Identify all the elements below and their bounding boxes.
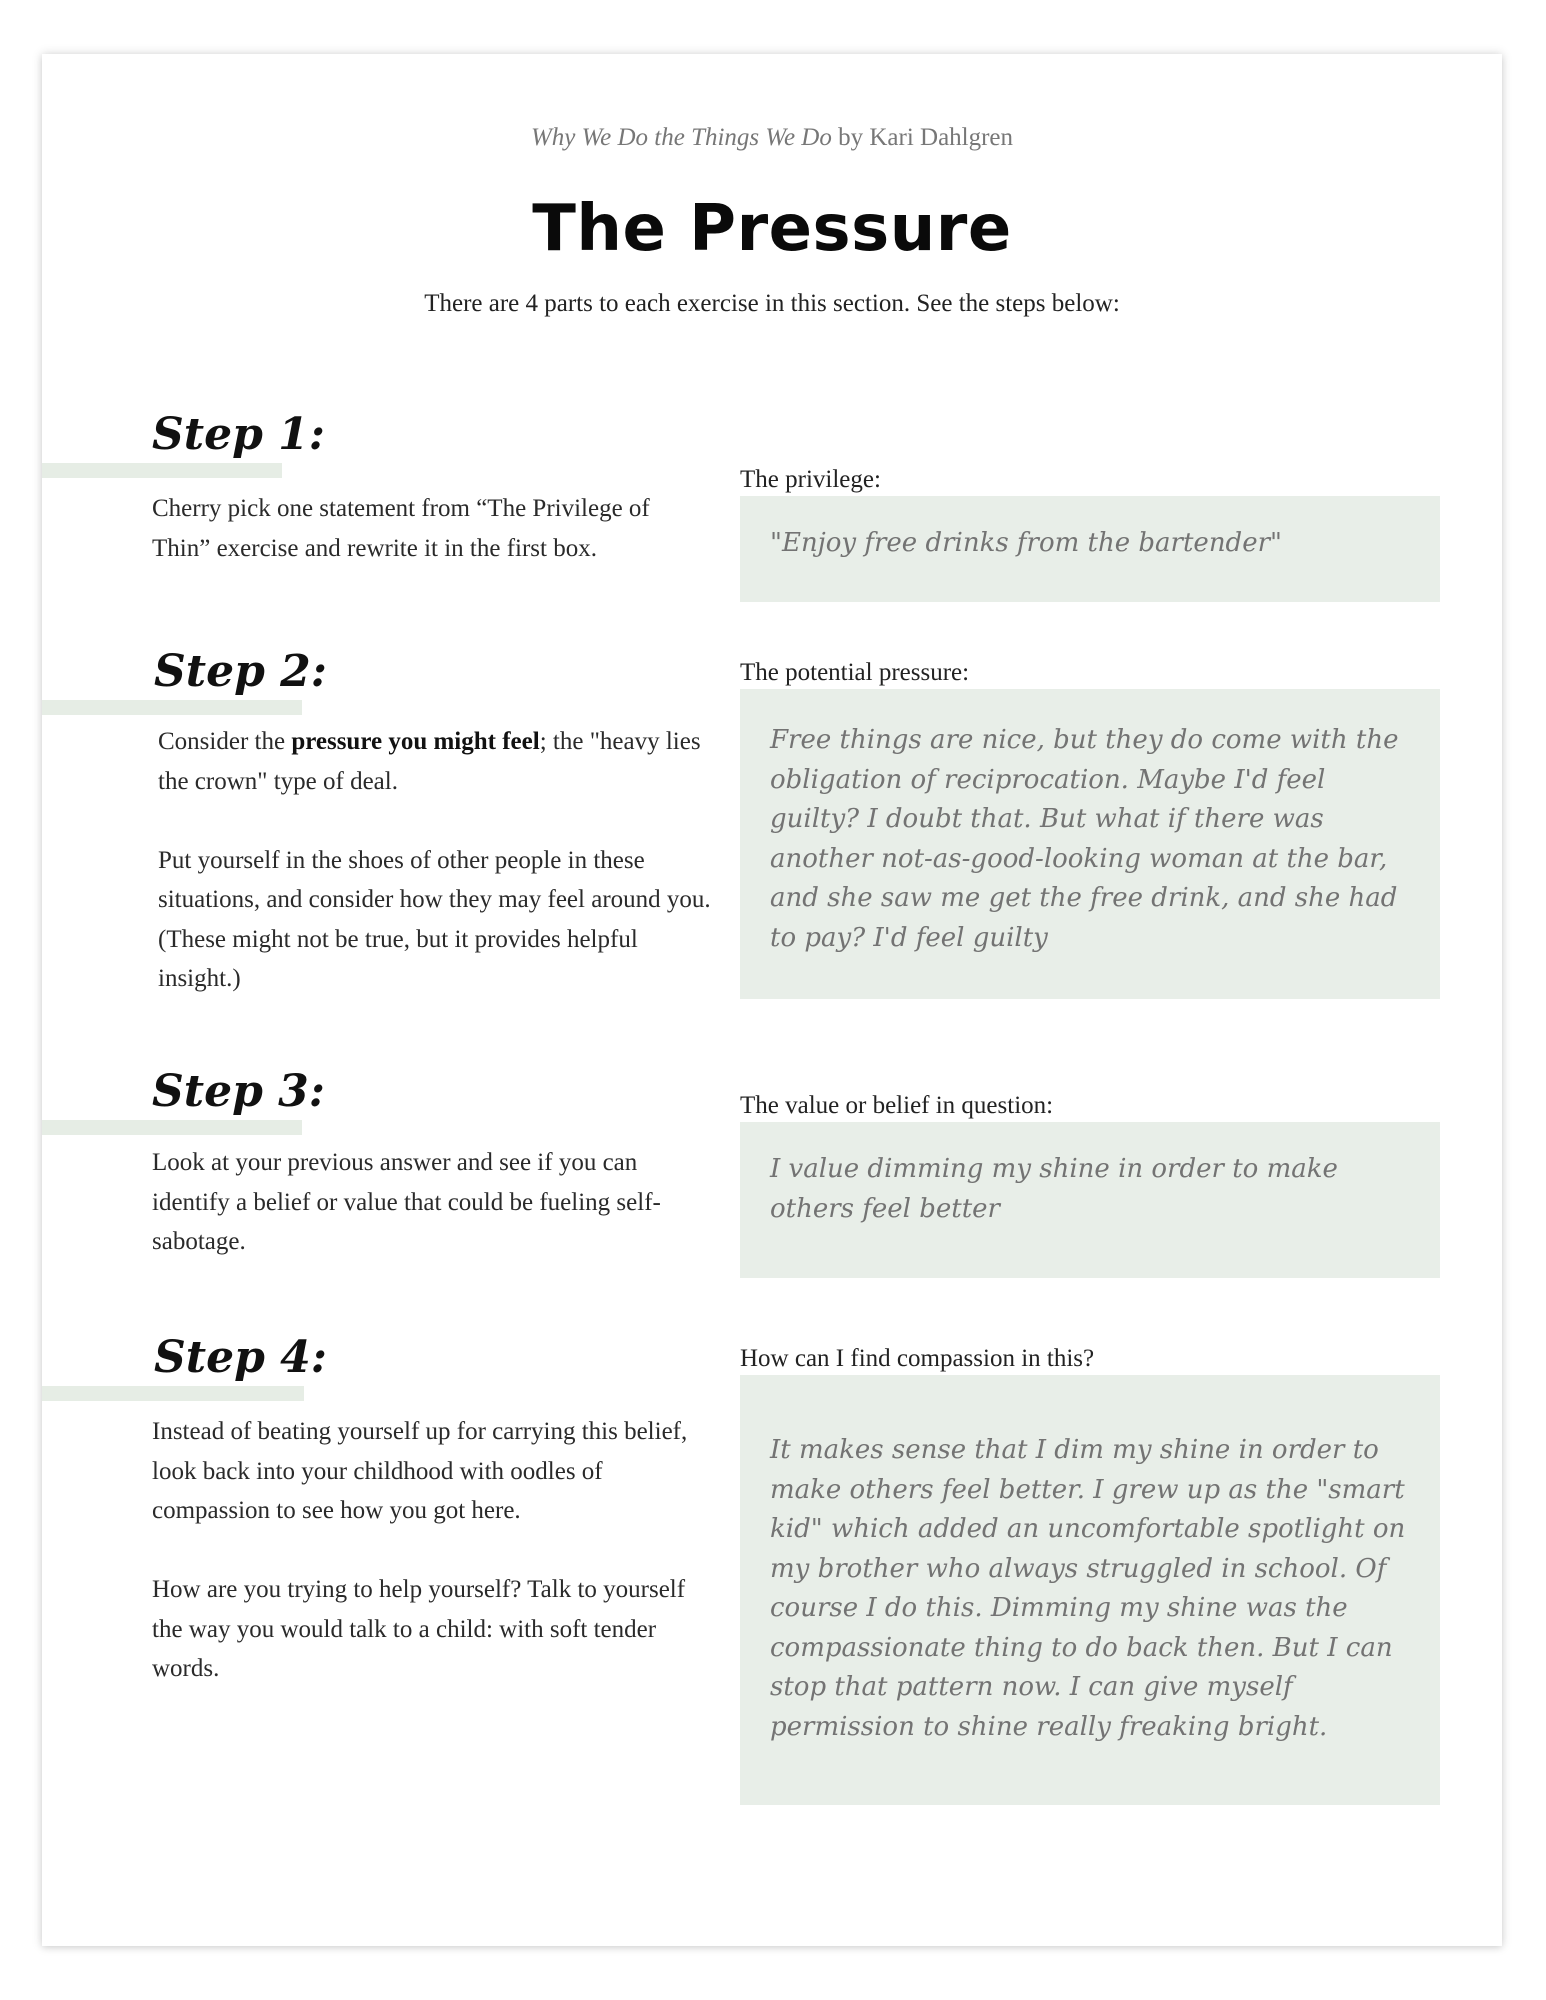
step-2-text-after: ; the "heavy lies the crown" type of deal. bbox=[158, 728, 701, 795]
step-2-answer-box bbox=[740, 689, 1440, 999]
step-3-box-label: The value or belief in question: bbox=[740, 1092, 1054, 1119]
step-1-answer: "Enjoy free drinks from the bartender" bbox=[770, 528, 1282, 558]
step-4-answer: It makes sense that I dim my shine in order to make others feel better. I grew up as the "smart kid" which added an uncomfortable spotlight on my brother who always struggled in school. Of course I do this. Dimming my shine was the compassionate thing to do back then. But I can stop that pattern now. I can give myself permission to shine really freaking bright. bbox=[770, 1435, 1406, 1742]
step-4-paragraph-2: How are you trying to help yourself? Talk to yourself the way you would talk to a child: with soft tender words. bbox=[152, 1576, 686, 1682]
book-title: Why We Do the Things We Do bbox=[530, 124, 832, 151]
step-1-accent-bar bbox=[42, 463, 282, 478]
page-subtitle: There are 4 parts to each exercise in this section. See the steps below: bbox=[424, 290, 1120, 317]
step-3-heading: Step 3: bbox=[152, 1066, 326, 1117]
step-1-heading: Step 1: bbox=[152, 409, 326, 460]
step-3-instructions bbox=[152, 1143, 712, 1262]
step-2-text-before: Consider the bbox=[158, 728, 292, 755]
step-4-box-label: How can I find compassion in this? bbox=[740, 1345, 1095, 1372]
step-2-answer: Free things are nice, but they do come with the obligation of reciprocation. Maybe I'd feel guilty? I doubt that. But what if there was another not-as-good-looking woman at the bar, and she saw me get the free drink, and she had to pay? I'd feel guilty bbox=[770, 725, 1399, 953]
step-4-heading: Step 4: bbox=[154, 1332, 328, 1383]
step-4-instructions bbox=[152, 1412, 712, 1689]
step-3-paragraph: Look at your previous answer and see if you can identify a belief or value that could be fueling self-sabotage. bbox=[152, 1149, 661, 1255]
step-2-box-label: The potential pressure: bbox=[740, 659, 970, 686]
step-3-answer-box bbox=[740, 1122, 1440, 1278]
step-1-instructions bbox=[152, 489, 712, 568]
step-4-accent-bar bbox=[42, 1386, 304, 1401]
step-4-paragraph-1: Instead of beating yourself up for carrying this belief, look back into your childhood with oodles of compassion to see how you got here. bbox=[152, 1418, 688, 1524]
page-title: The Pressure bbox=[532, 192, 1012, 266]
step-1-box-label: The privilege: bbox=[740, 466, 881, 493]
worksheet-page bbox=[42, 54, 1502, 1946]
step-2-accent-bar bbox=[42, 700, 302, 715]
step-2-paragraph-2: Put yourself in the shoes of other people in these situations, and consider how they may feel around you. (These might not be true, but it provides helpful insight.) bbox=[158, 846, 711, 992]
byline-author: by Kari Dahlgren bbox=[831, 124, 1014, 151]
step-2-paragraph-1 bbox=[158, 722, 718, 801]
step-1-paragraph: Cherry pick one statement from “The Privilege of Thin” exercise and rewrite it in the first box. bbox=[152, 495, 650, 562]
step-2-instructions bbox=[158, 722, 718, 999]
step-3-accent-bar bbox=[42, 1120, 302, 1135]
step-4-answer-box bbox=[740, 1375, 1440, 1805]
step-3-answer: I value dimming my shine in order to make others feel better bbox=[770, 1154, 1338, 1224]
byline bbox=[42, 124, 1502, 152]
step-2-heading: Step 2: bbox=[154, 646, 328, 697]
step-2-emphasis: pressure you might feel bbox=[291, 728, 540, 755]
step-1-answer-box bbox=[740, 496, 1440, 602]
